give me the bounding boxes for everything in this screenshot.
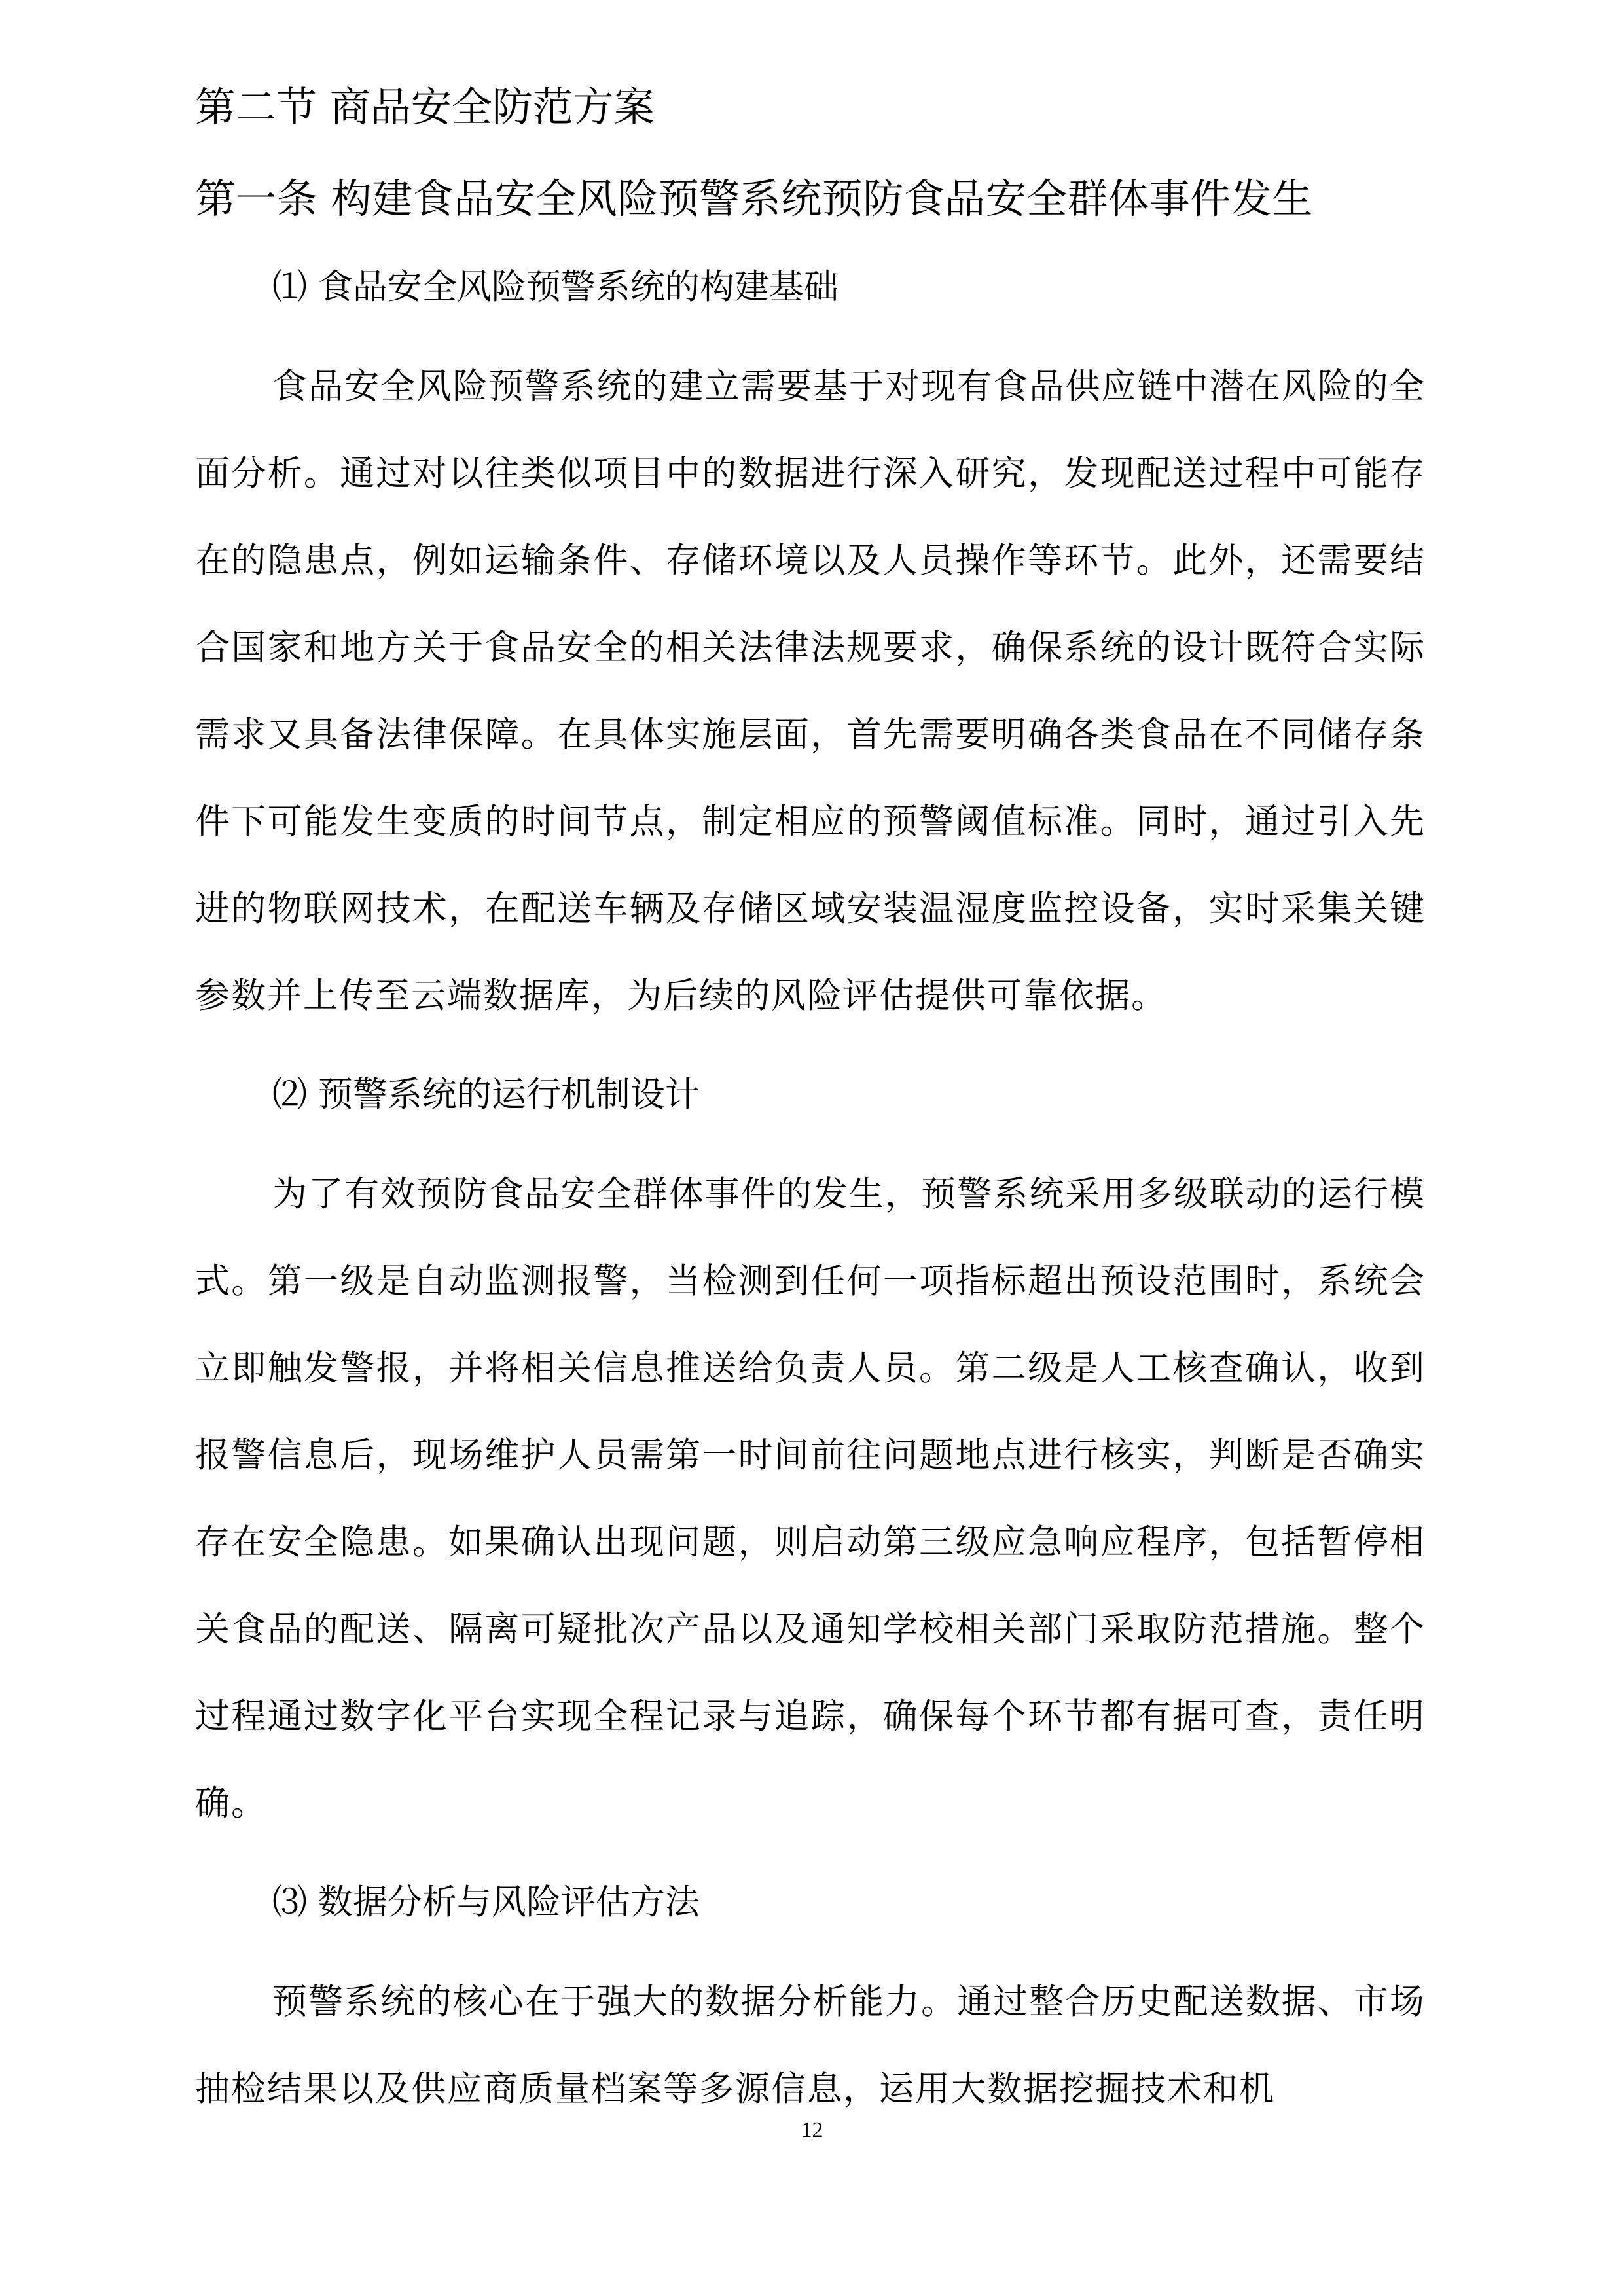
subsection-paragraph-1: 食品安全风险预警系统的建立需要基于对现有食品供应链中潜在风险的全面分析。通过对以往类似项目中的数据进行深入研究，发现配送过程中可能存在的隐患点，例如运输条件、存储环境以及人员操作等环节。此外，还需要结合国家和地方关于食品安全的相关法律法规要求，确保系统的设计既符合实际需求又具备法律保障。在具体实施层面，首先需要明确各类食品在不同储存条件下可能发生变质的时间节点，制定相应的预警阈值标准。同时，通过引入先进的物联网技术，在配送车辆及存储区域安装温湿度监控设备，实时采集关键参数并上传至云端数据库，为后续的风险评估提供可靠依据。 [195,367,1426,1016]
subsection-heading-1: ⑴ 食品安全风险预警系统的构建基础 [272,267,839,307]
subsection-heading-2: ⑵ 预警系统的运行机制设计 [272,1075,700,1115]
page-number: 12 [801,2118,823,2142]
document-body [195,77,1426,2159]
subsection-paragraph-3: 预警系统的核心在于强大的数据分析能力。通过整合历史配送数据、市场抽检结果以及供应商质量档案等多源信息，运用大数据挖掘技术和机 [195,1982,1426,2109]
article-title: 第一条 构建食品安全风险预警系统预防食品安全群体事件发生 [195,175,1313,223]
section-title: 第二节 商品安全防范方案 [195,83,655,131]
subsection-heading-3: ⑶ 数据分析与风险评估方法 [272,1882,700,1922]
subsection-paragraph-2: 为了有效预防食品安全群体事件的发生，预警系统采用多级联动的运行模式。第一级是自动监测报警，当检测到任何一项指标超出预设范围时，系统会立即触发警报，并将相关信息推送给负责人员。第二级是人工核查确认，收到报警信息后，现场维护人员需第一时间前往问题地点进行核实，判断是否确实存在安全隐患。如果确认出现问题，则启动第三级应急响应程序，包括暂停相关食品的配送、隔离可疑批次产品以及通知学校相关部门采取防范措施。整个过程通过数字化平台实现全程记录与追踪，确保每个环节都有据可查，责任明确。 [195,1174,1426,1823]
